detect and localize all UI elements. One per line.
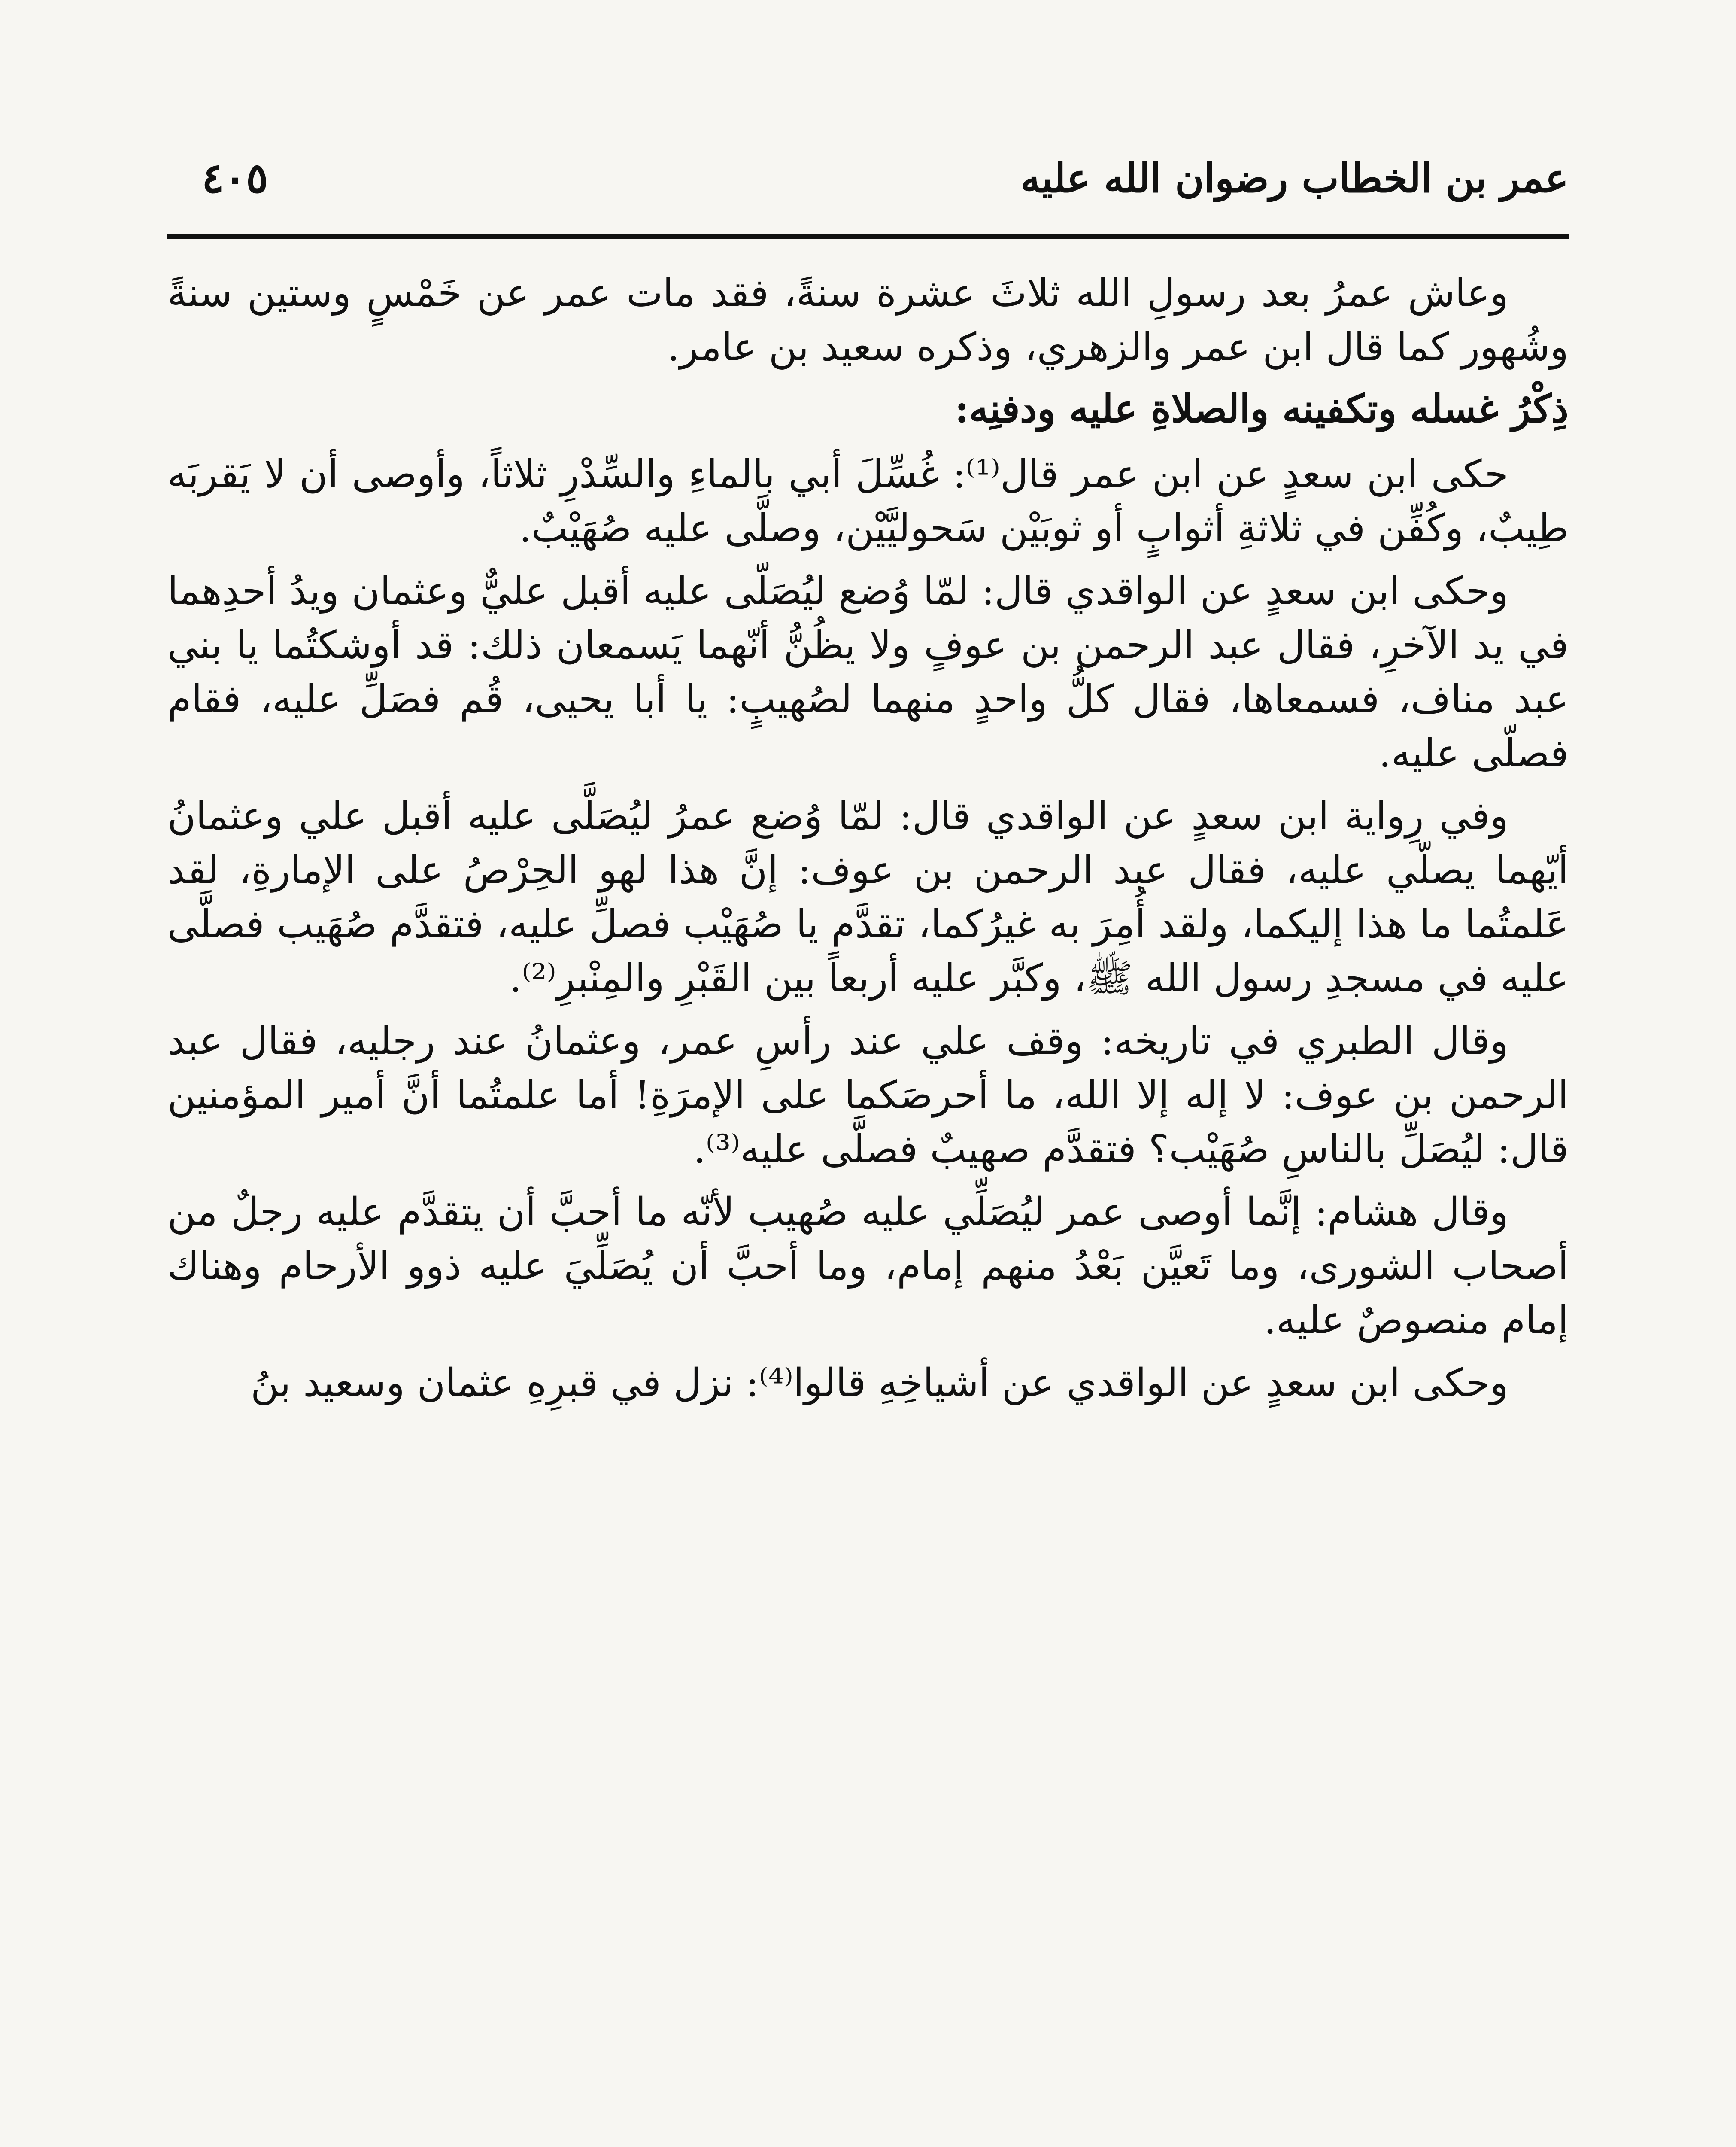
header-rule xyxy=(167,234,1569,239)
paragraph-4: وفي رِواية ابن سعدٍ عن الواقدي قال: لمّا وُضع عمرُ ليُصَلَّى عليه أقبل علي وعثمانُ أيّهما يصلّي عليه، فقال عبد الرحمن بن عوف: إنَّ هذا لهو الحِرْصُ على الإمارةِ، لقد عَلمتُما ما هذا إليكما، ولقد أُمِرَ به غيرُكما، تقدَّم يا صُهَيْب فصلِّ عليه، فتقدَّم صُهَيب فصلَّى عليه في مسجدِ رسول الله ﷺ، وكبَّر عليه أربعاً بين القَبْرِ والمِنْبرِ⁽²⁾. xyxy=(167,794,1569,1001)
paragraph-5: وقال الطبري في تاريخه: وقف علي عند رأسِ عمر، وعثمانُ عند رجليه، فقال عبد الرحمن بن عوف: لا إله إلا الله، ما أحرصَكما على الإمرَةِ! أما علمتُما أنَّ أمير المؤمنين قال: ليُصَلِّ بالناسِ صُهَيْب؟ فتقدَّم صهيبٌ فصلَّى عليه⁽³⁾. xyxy=(167,1019,1569,1172)
paragraph-2: حكى ابن سعدٍ عن ابن عمر قال⁽¹⁾: غُسِّلَ أبي بالماءِ والسِّدْرِ ثلاثاً، وأوصى أن لا يَقربَه طِيبٌ، وكُفِّن في ثلاثةِ أثوابٍ أو ثوبَيْن سَحوليَّيْن، وصلَّى عليه صُهَيْبٌ. xyxy=(167,452,1569,551)
paragraph-7: وحكى ابن سعدٍ عن الواقدي عن أشياخِهِ قالوا⁽⁴⁾: نزل في قبرِهِ عثمان وسعيد بنُ xyxy=(250,1360,1508,1405)
page-header xyxy=(167,146,1569,210)
paragraph-3: وحكى ابن سعدٍ عن الواقدي قال: لمّا وُضع ليُصَلّى عليه أقبل عليٌّ وعثمان ويدُ أحدِهما في يد الآخرِ، فقال عبد الرحمن بن عوفٍ ولا يظُنُّ أنّهما يَسمعان ذلك: قد أوشكتُما يا بني عبد مناف، فسمعاها، فقال كلُّ واحدٍ منهما لصُهيبٍ: يا أبا يحيى، قُم فصَلِّ عليه، فقام فصلّى عليه. xyxy=(167,569,1569,776)
running-title: عمر بن الخطاب رضوان الله عليه xyxy=(1020,155,1569,201)
paragraph-1: وعاش عمرُ بعد رسولِ الله ثلاثَ عشرة سنةً، فقد مات عمر عن خَمْسٍ وستين سنةً وشُهور كما قال ابن عمر والزهري، وذكره سعيد بن عامر. xyxy=(167,271,1569,370)
main-text xyxy=(167,266,1569,1410)
paragraph-6: وقال هشام: إنَّما أوصى عمر ليُصَلِّي عليه صُهيب لأنّه ما أحبَّ أن يتقدَّم عليه رجلٌ من أصحاب الشورى، وما تَعيَّن بَعْدُ منهم إمام، وما أحبَّ أن يُصَلِّيَ عليه ذوو الأرحام وهناك إمام منصوصٌ عليه. xyxy=(167,1189,1569,1343)
page-number: ٤٠٥ xyxy=(202,154,268,202)
section-heading: ذِكْرُ غسله وتكفينه والصلاةِ عليه ودفنِه: xyxy=(955,386,1569,432)
